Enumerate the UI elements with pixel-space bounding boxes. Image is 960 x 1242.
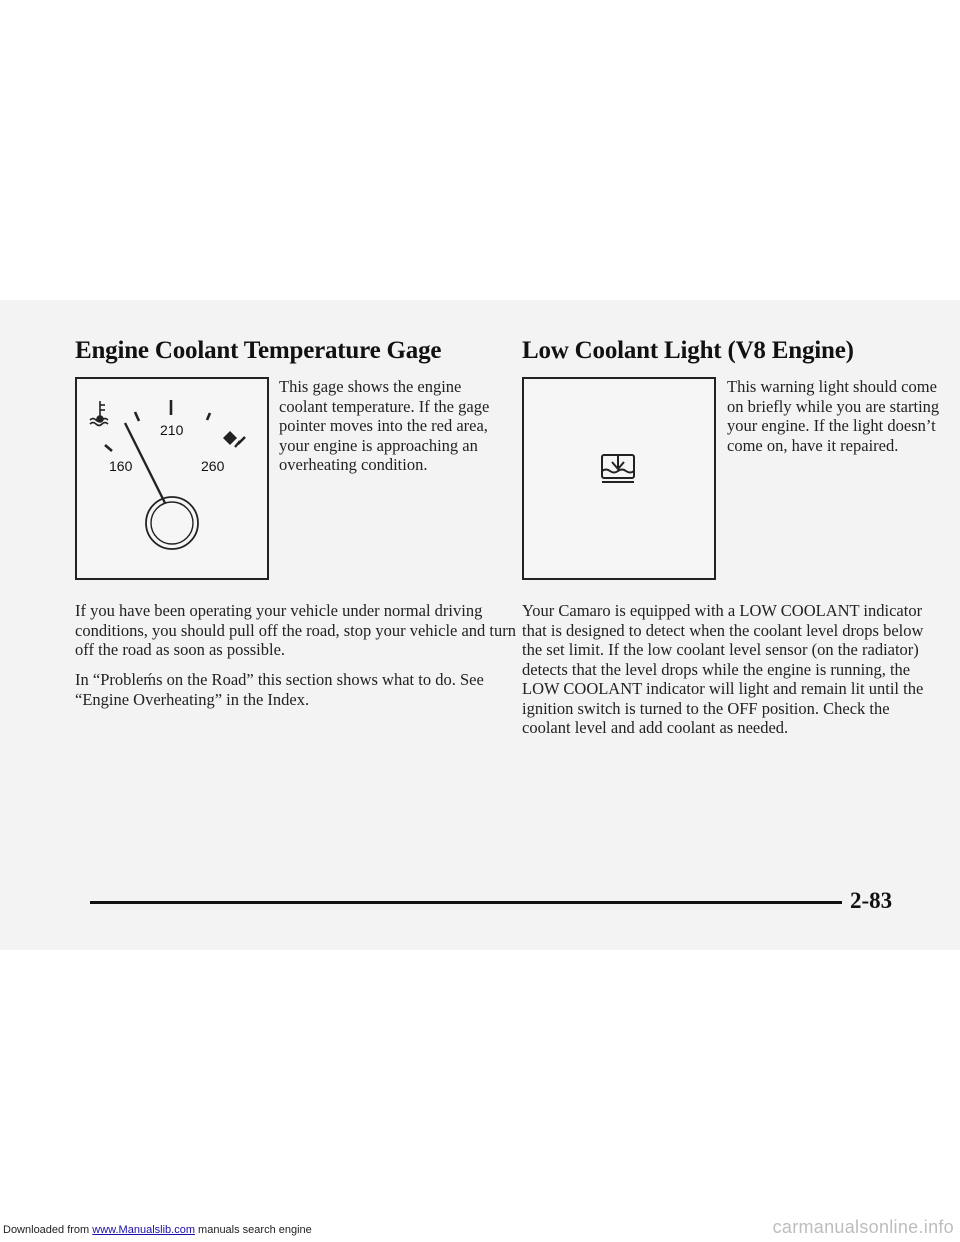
site-watermark: carmanualsonline.info bbox=[772, 1217, 954, 1237]
manualslib-link[interactable]: www.Manualslib.com bbox=[92, 1224, 195, 1236]
footer-prefix: Downloaded from bbox=[3, 1224, 93, 1236]
low-coolant-indicator-icon bbox=[602, 455, 634, 482]
gage-label-mid: 210 bbox=[160, 422, 184, 438]
coolant-gage-description: This gage shows the engine coolant temperature. If the gage pointer moves into the red area, your engine is approaching an overheating condition. bbox=[279, 377, 490, 474]
gage-hub bbox=[146, 497, 198, 549]
footer-rule bbox=[90, 901, 842, 904]
coolant-gage-illustration bbox=[77, 379, 267, 578]
gage-label-high: 260 bbox=[201, 458, 225, 474]
gage-label-low: 160 bbox=[109, 458, 133, 474]
page-number: 2-83 bbox=[850, 888, 893, 913]
coolant-gage-paragraph-2: In “Probleḿs on the Road” this section shows what to do. See “Engine Overheating” in the Index. bbox=[75, 670, 484, 709]
footer-suffix: manuals search engine bbox=[194, 1224, 312, 1236]
coolant-gage-figure bbox=[75, 377, 269, 580]
low-coolant-description: This warning light should come on briefly while you are starting your engine. If the light doesn’t come on, have it repaired. bbox=[727, 377, 940, 455]
low-coolant-heading: Low Coolant Light (V8 Engine) bbox=[522, 337, 854, 364]
low-coolant-paragraph-1: Your Camaro is equipped with a LOW COOLANT indicator that is designed to detect when the coolant level drops below the set limit. If the low coolant level sensor (on the radiator) detects that the level drops while the engine is running, the LOW COOLANT indicator will light and remain lit until the ignition switch is turned to the OFF position. Check the coolant level and add coolant as needed. bbox=[522, 601, 924, 737]
low-coolant-illustration bbox=[524, 379, 714, 578]
coolant-gage-paragraph-1: If you have been operating your vehicle under normal driving conditions, you should pull off the road, stop your vehicle and turn off the road as soon as possible. bbox=[75, 601, 517, 659]
low-coolant-figure bbox=[522, 377, 716, 580]
coolant-gage-heading: Engine Coolant Temperature Gage bbox=[75, 337, 442, 364]
coolant-temperature-icon bbox=[90, 401, 108, 426]
red-zone-marker-icon bbox=[223, 431, 240, 447]
download-footer bbox=[3, 1224, 312, 1236]
